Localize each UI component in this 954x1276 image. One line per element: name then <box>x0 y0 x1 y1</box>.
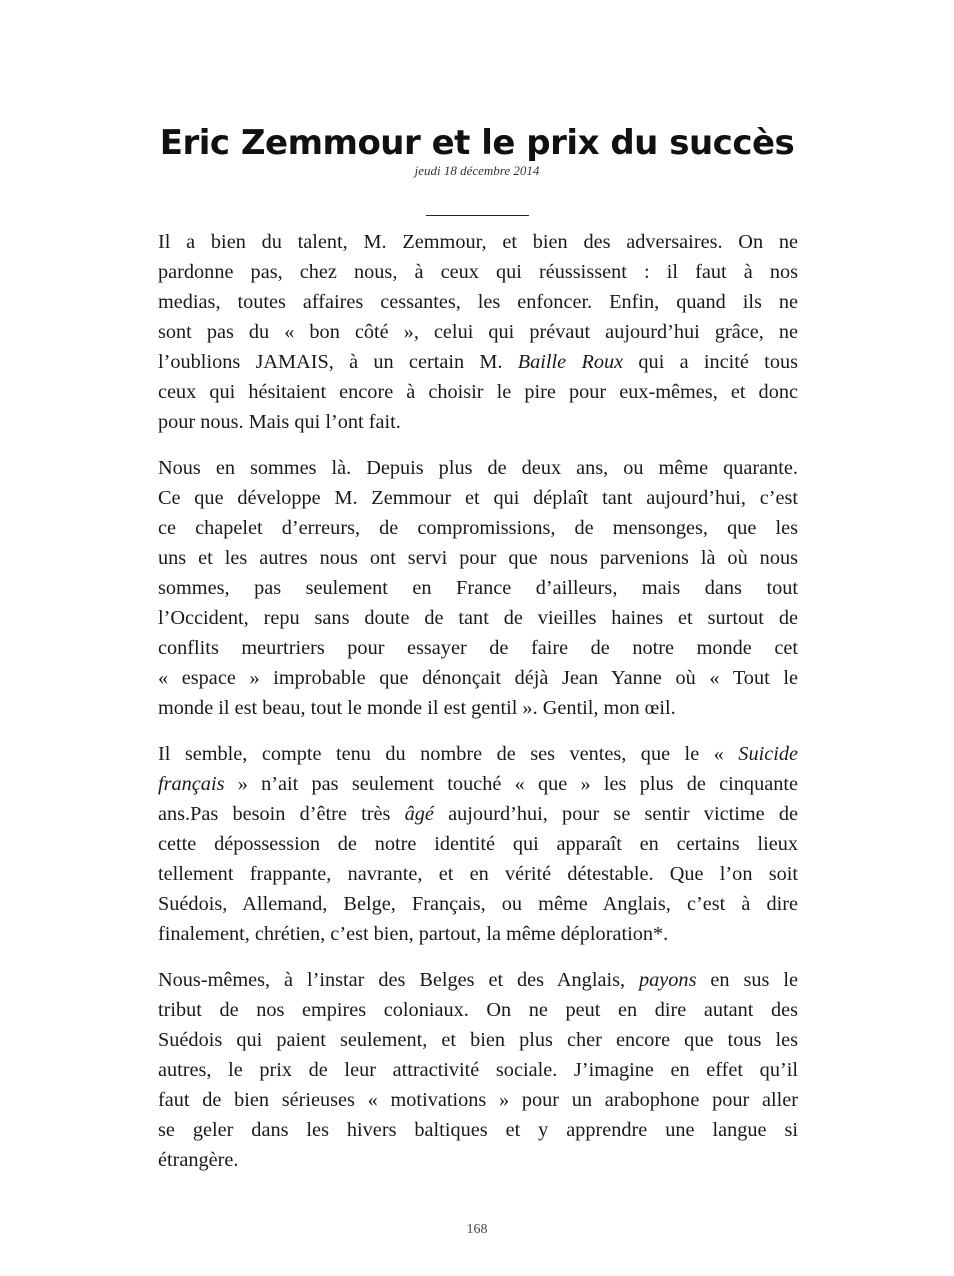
text-segment: finalement, chrétien, c’est bien, partout, la même déploration*. <box>158 923 669 945</box>
text-segment: ce chapelet d’erreurs, de compromissions, de mensonges, que les <box>158 517 798 539</box>
text-segment: Il semble, compte tenu du nombre de ses ventes, que le « <box>158 743 739 765</box>
text-segment: medias, toutes affaires cessantes, les enfoncer. Enfin, quand ils ne <box>158 291 798 313</box>
text-segment: faut de bien sérieuses « motivations » pour un arabophone pour aller <box>158 1089 798 1111</box>
text-line <box>158 633 798 663</box>
text-line <box>158 257 798 287</box>
text-line <box>158 513 798 543</box>
italic-text: Suicide <box>738 743 798 765</box>
text-segment: tribut de nos empires coloniaux. On ne peut en dire autant des <box>158 999 798 1021</box>
text-line <box>158 799 798 829</box>
text-line <box>158 377 798 407</box>
text-segment: étrangère. <box>158 1149 239 1171</box>
text-segment: Nous-mêmes, à l’instar des Belges et des Anglais, <box>158 969 639 991</box>
italic-text: payons <box>639 969 697 991</box>
text-segment: autres, le prix de leur attractivité sociale. J’imagine en effet qu’il <box>158 1059 798 1081</box>
text-segment: sont pas du « bon côté », celui qui prévaut aujourd’hui grâce, ne <box>158 321 798 343</box>
text-line <box>158 407 798 437</box>
text-segment: » n’ait pas seulement touché « que » les plus de cinquante <box>224 773 798 795</box>
text-line <box>158 453 798 483</box>
text-line <box>158 829 798 859</box>
page-number: 168 <box>466 1222 488 1237</box>
text-line <box>158 1025 798 1055</box>
text-segment: cette dépossession de notre identité qui apparaît en certains lieux <box>158 833 798 855</box>
text-line <box>158 889 798 919</box>
italic-text: français <box>158 773 225 795</box>
text-segment: monde il est beau, tout le monde il est gentil ». Gentil, mon œil. <box>158 697 676 719</box>
text-segment: se geler dans les hivers baltiques et y apprendre une langue si <box>158 1119 798 1141</box>
text-line <box>158 347 798 377</box>
text-segment: conflits meurtriers pour essayer de faire de notre monde cet <box>158 637 798 659</box>
title-divider <box>426 215 529 216</box>
text-segment: en sus le <box>696 969 798 991</box>
text-segment: sommes, pas seulement en France d’ailleurs, mais dans tout <box>158 577 798 599</box>
text-segment: aujourd’hui, pour se sentir victime de <box>433 803 798 825</box>
text-line <box>158 227 798 257</box>
paragraph <box>158 227 798 437</box>
text-segment: Suédois, Allemand, Belge, Français, ou même Anglais, c’est à dire <box>158 893 798 915</box>
article-body <box>158 227 798 1191</box>
text-line <box>158 1085 798 1115</box>
text-line <box>158 1115 798 1145</box>
text-segment: « espace » improbable que dénonçait déjà Jean Yanne où « Tout le <box>158 667 798 689</box>
text-line <box>158 287 798 317</box>
text-line <box>158 859 798 889</box>
text-line <box>158 1145 798 1175</box>
text-segment: Suédois qui paient seulement, et bien plus cher encore que tous les <box>158 1029 798 1051</box>
text-line <box>158 739 798 769</box>
text-segment: qui a incité tous <box>623 351 798 373</box>
text-segment: Nous en sommes là. Depuis plus de deux ans, ou même quarante. <box>158 457 798 479</box>
text-line <box>158 483 798 513</box>
text-line <box>158 543 798 573</box>
text-segment: uns et les autres nous ont servi pour que nous parvenions là où nous <box>158 547 798 569</box>
text-line <box>158 769 798 799</box>
text-segment: ceux qui hésitaient encore à choisir le pire pour eux-mêmes, et donc <box>158 381 798 403</box>
text-line <box>158 573 798 603</box>
text-segment: Ce que développe M. Zemmour et qui déplaît tant aujourd’hui, c’est <box>158 487 798 509</box>
text-line <box>158 663 798 693</box>
paragraph <box>158 965 798 1175</box>
text-line <box>158 919 798 949</box>
text-line <box>158 693 798 723</box>
paragraph <box>158 453 798 723</box>
italic-text: Baille Roux <box>517 351 624 373</box>
text-segment: pour nous. Mais qui l’ont fait. <box>158 411 401 433</box>
text-segment: Il a bien du talent, M. Zemmour, et bien des adversaires. On ne <box>158 231 798 253</box>
text-line <box>158 1055 798 1085</box>
text-segment: tellement frappante, navrante, et en vérité détestable. Que l’on soit <box>158 863 798 885</box>
text-segment: ans.Pas besoin d’être très <box>158 803 405 825</box>
text-line <box>158 603 798 633</box>
text-segment: l’Occident, repu sans doute de tant de vieilles haines et surtout de <box>158 607 798 629</box>
text-segment: pardonne pas, chez nous, à ceux qui réussissent : il faut à nos <box>158 261 798 283</box>
text-line <box>158 995 798 1025</box>
paragraph <box>158 739 798 949</box>
article-date: jeudi 18 décembre 2014 <box>414 163 540 178</box>
text-line <box>158 317 798 347</box>
text-line <box>158 965 798 995</box>
text-segment: l’oublions JAMAIS, à un certain M. <box>158 351 518 373</box>
italic-text: âgé <box>404 803 434 825</box>
page-title: Eric Zemmour et le prix du succès <box>159 123 795 163</box>
